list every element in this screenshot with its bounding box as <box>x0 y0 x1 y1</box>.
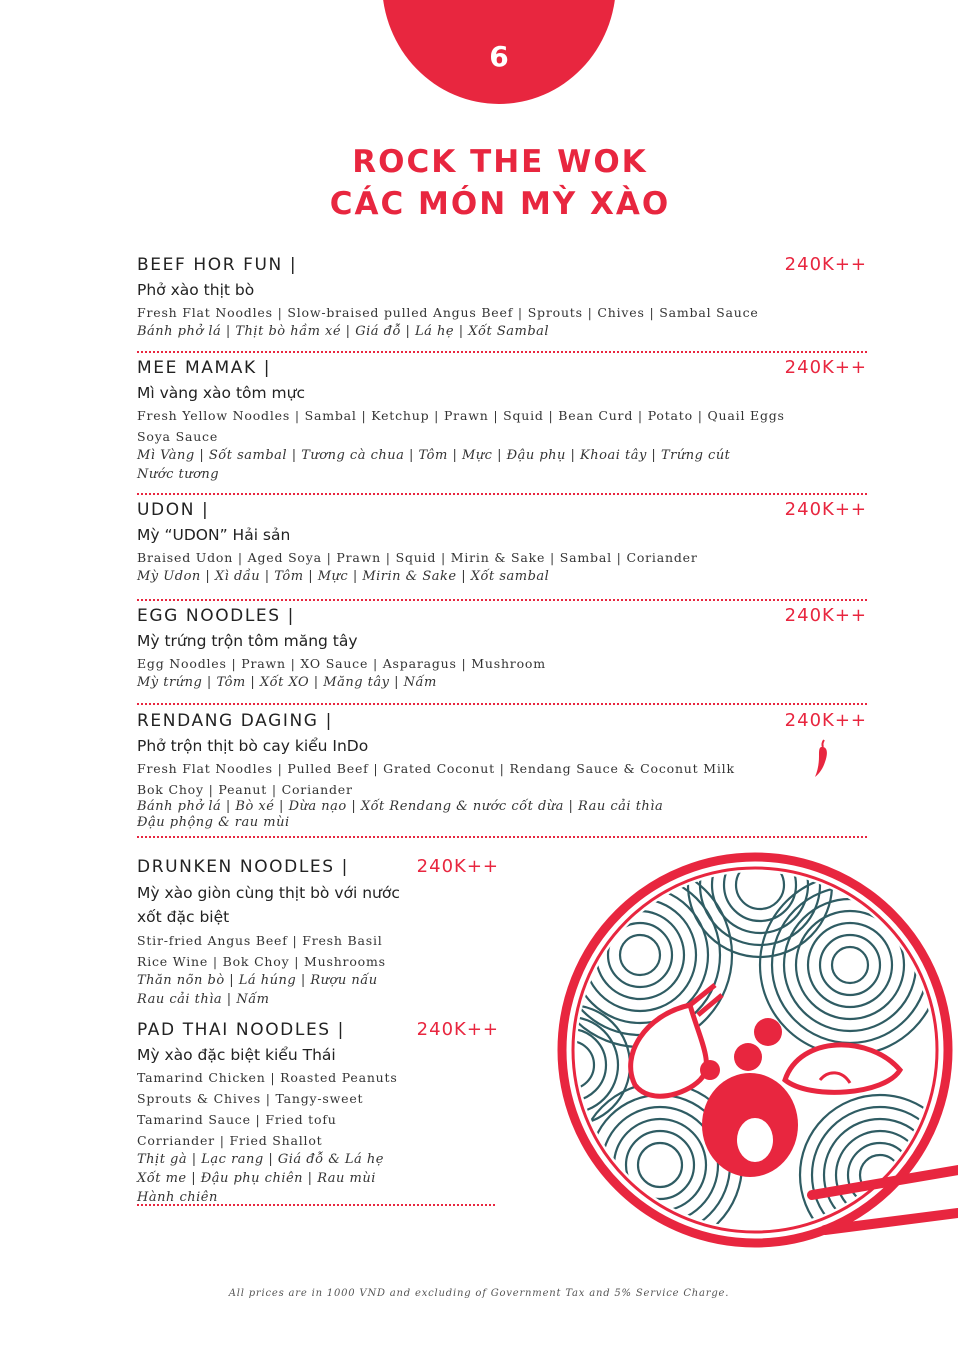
item-price: 240K++ <box>784 499 867 520</box>
item-price: 240K++ <box>416 856 499 877</box>
noodle-bowl-illustration <box>550 845 958 1255</box>
item-price: 240K++ <box>784 357 867 378</box>
item-divider <box>137 599 867 601</box>
item-ingredients-vi: Mì Vàng | Sốt sambal | Tương cà chua | Tôm | Mực | Đậu phụ | Khoai tây | Trứng cút <box>137 448 731 463</box>
page-number: 6 <box>489 40 509 73</box>
menu-item-beef-hor-fun <box>137 254 867 341</box>
item-vietnamese-name: Mỳ xào đặc biệt kiểu Thái <box>137 1046 336 1064</box>
item-ingredients-en: Tamarind Chicken | Roasted Peanuts <box>137 1070 398 1085</box>
item-ingredients-en: Soya Sauce <box>137 429 219 444</box>
menu-subtitle: CÁC MÓN MỲ XÀO <box>329 186 671 222</box>
item-price: 240K++ <box>784 254 867 275</box>
item-name: MEE MAMAK | <box>137 358 272 378</box>
page-number-badge <box>382 0 616 104</box>
item-ingredients-en: Stir-fried Angus Beef | Fresh Basil <box>137 933 383 948</box>
item-name: UDON | <box>137 500 210 520</box>
item-vietnamese-name: Phở xào thịt bò <box>137 281 255 299</box>
item-ingredients-vi: Thịt gà | Lạc rang | Giá đỗ & Lá hẹ <box>137 1152 384 1167</box>
item-name: RENDANG DAGING | <box>137 711 333 731</box>
item-ingredients-vi: Xốt me | Đậu phụ chiên | Rau mùi <box>137 1171 376 1186</box>
item-divider <box>137 493 867 495</box>
item-vietnamese-name: Mỳ xào giòn cùng thịt bò với nước <box>137 884 400 902</box>
menu-item-rendang-daging <box>137 710 867 831</box>
item-divider <box>137 351 867 353</box>
item-vietnamese-name: Phở trộn thịt bò cay kiểu InDo <box>137 737 369 755</box>
menu-item-egg-noodles <box>137 605 867 692</box>
price-disclaimer: All prices are in 1000 VND and excluding of Government Tax and 5% Service Charge. <box>228 1288 730 1299</box>
item-vietnamese-name: xốt đặc biệt <box>137 908 230 926</box>
item-ingredients-vi: Rau cải thìa | Nấm <box>137 992 270 1007</box>
item-ingredients-vi: Mỳ trứng | Tôm | Xốt XO | Măng tây | Nấm <box>137 675 437 690</box>
item-price: 240K++ <box>784 710 867 731</box>
item-vietnamese-name: Mỳ trứng trộn tôm măng tây <box>137 632 358 650</box>
item-ingredients-vi: Hành chiên <box>137 1190 218 1205</box>
item-name: DRUNKEN NOODLES | <box>137 857 349 877</box>
item-ingredients-en: Fresh Yellow Noodles | Sambal | Ketchup | Prawn | Squid | Bean Curd | Potato | Quail Eggs <box>137 408 785 423</box>
item-divider <box>137 836 867 838</box>
item-ingredients-vi: Bánh phở lá | Thịt bò hầm xé | Giá đỗ | Lá hẹ | Xốt Sambal <box>137 324 550 339</box>
item-price: 240K++ <box>416 1019 499 1040</box>
item-ingredients-en: Fresh Flat Noodles | Slow-braised pulled Angus Beef | Sprouts | Chives | Sambal Sauce <box>137 305 759 320</box>
item-name: EGG NOODLES | <box>137 606 295 626</box>
item-name: BEEF HOR FUN | <box>137 255 298 275</box>
item-ingredients-en: Rice Wine | Bok Choy | Mushrooms <box>137 954 386 969</box>
item-ingredients-vi: Nước tương <box>137 467 220 482</box>
item-ingredients-vi: Đậu phộng & rau mùi <box>137 815 290 830</box>
item-ingredients-vi: Bánh phở lá | Bò xé | Dừa nạo | Xốt Rendang & nước cốt dừa | Rau cải thìa <box>137 799 664 814</box>
menu-item-mee-mamak <box>137 357 867 484</box>
item-price: 240K++ <box>784 605 867 626</box>
item-divider <box>137 703 867 705</box>
item-ingredients-en: Tamarind Sauce | Fried tofu <box>137 1112 337 1127</box>
menu-item-udon <box>137 499 867 586</box>
item-ingredients-en: Bok Choy | Peanut | Coriander <box>137 782 353 797</box>
menu-title: ROCK THE WOK <box>352 144 648 180</box>
item-ingredients-vi: Thăn nõn bò | Lá húng | Rượu nấu <box>137 973 378 988</box>
item-ingredients-en: Sprouts & Chives | Tangy-sweet <box>137 1091 364 1106</box>
menu-item-drunken-noodles <box>137 856 497 1009</box>
menu-item-pad-thai-noodles <box>137 1019 497 1207</box>
item-ingredients-en: Braised Udon | Aged Soya | Prawn | Squid | Mirin & Sake | Sambal | Coriander <box>137 550 698 565</box>
chili-icon <box>812 738 832 780</box>
item-ingredients-en: Corriander | Fried Shallot <box>137 1133 323 1148</box>
item-vietnamese-name: Mì vàng xào tôm mực <box>137 384 305 402</box>
item-ingredients-en: Fresh Flat Noodles | Pulled Beef | Grated Coconut | Rendang Sauce & Coconut Milk <box>137 761 735 776</box>
item-vietnamese-name: Mỳ “UDON” Hải sản <box>137 526 291 544</box>
item-ingredients-vi: Mỳ Udon | Xì dầu | Tôm | Mực | Mirin & Sake | Xốt sambal <box>137 569 550 584</box>
item-divider <box>137 1204 495 1206</box>
item-ingredients-en: Egg Noodles | Prawn | XO Sauce | Asparagus | Mushroom <box>137 656 546 671</box>
item-name: PAD THAI NOODLES | <box>137 1020 346 1040</box>
